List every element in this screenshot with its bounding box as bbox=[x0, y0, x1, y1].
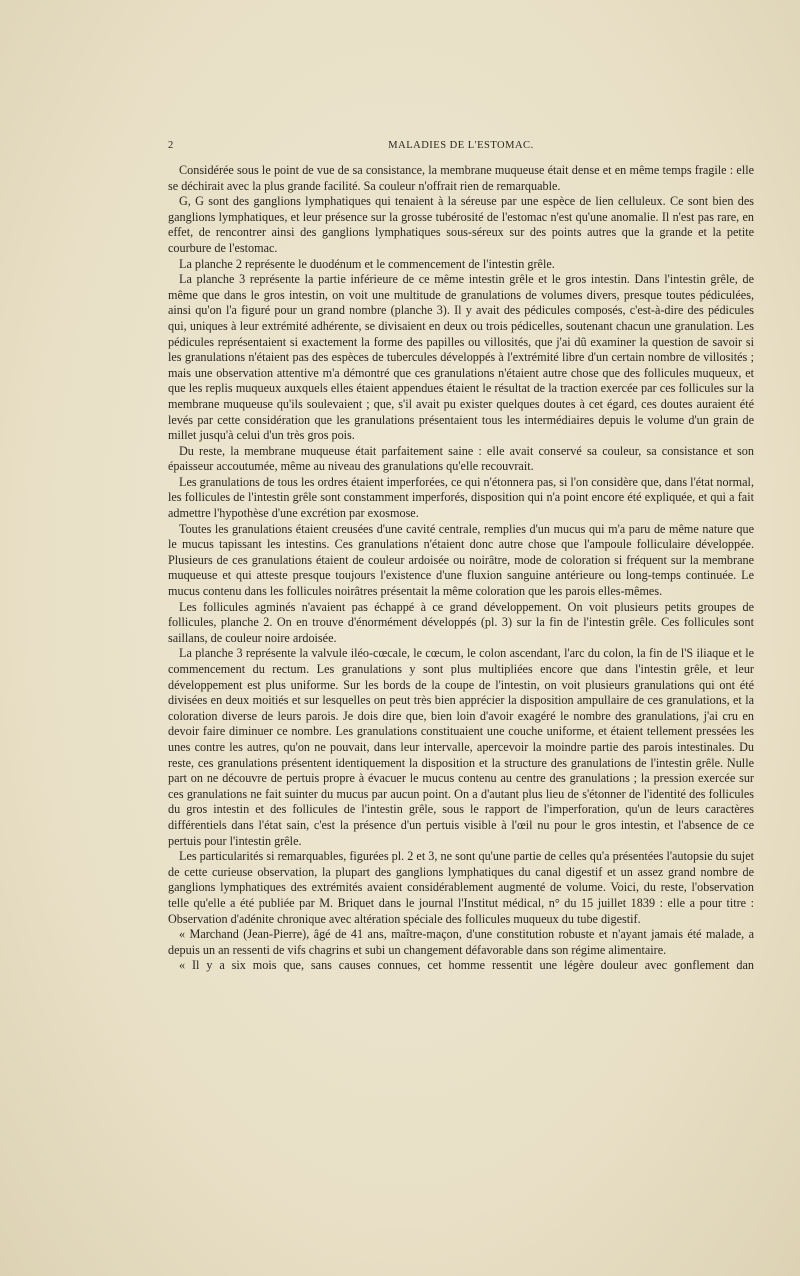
page-header bbox=[168, 140, 754, 158]
page-number: 2 bbox=[168, 140, 174, 151]
paragraph: Du reste, la membrane muqueuse était parfaitement saine : elle avait conservé sa couleur, sa consistance et son épaisseur accoutumée, même au niveau des granulations qu'elle recouvrait. bbox=[168, 443, 754, 474]
paragraph: Les particularités si remarquables, figurées pl. 2 et 3, ne sont qu'une partie de celles qu'a présentées l'autopsie du sujet de cette curieuse observation, la plupart des ganglions lymphatiques du canal digestif et un assez grand nombre de ganglions lymphatiques des extrémités avaient considérablement augmenté de volume. Voici, du reste, l'observation telle qu'elle a été publiée par M. Briquet dans le journal l'Institut médical, n° du 15 juillet 1839 : elle a pour titre : Observation d'adénite chronique avec altération spéciale des follicules muqueux du tube digestif. bbox=[168, 849, 754, 926]
paragraph: Les granulations de tous les ordres étaient imperforées, ce qui n'étonnera pas, si l'on considère que, dans l'état normal, les follicules de l'intestin grêle sont constamment imperforés, disposition qui n'a point encore été expliquée, et qui a fait admettre l'hypothèse d'une excrétion par exosmose. bbox=[168, 474, 754, 521]
paragraph: Toutes les granulations étaient creusées d'une cavité centrale, remplies d'un mucus qui m'a paru de même nature que le mucus tapissant les intestins. Ces granulations n'étaient donc autre chose que l'ampoule folliculaire développée. Plusieurs de ces granulations étaient de couleur ardoisée ou noirâtre, mode de coloration si fréquent sur la membrane muqueuse et qui atteste presque toujours l'existence d'une fluxion sanguine antérieure ou long-temps continuée. Le mucus contenu dans les follicules noirâtres présentait la même coloration que les parois elles-mêmes. bbox=[168, 521, 754, 599]
paragraph: « Il y a six mois que, sans causes connues, cet homme ressentit une légère douleur avec gonflement dan bbox=[179, 958, 754, 973]
paragraph: G, G sont des ganglions lymphatiques qui tenaient à la séreuse par une espèce de lien celluleux. Ce sont bien des ganglions lymphatiques, et leur présence sur la grosse tubérosité de l'estomac n'est qu'une anomalie. Il n'est pas rare, en effet, de rencontrer ainsi des ganglions lymphatiques sous-séreux sur des points autres que la grande et la petite courbure de l'estomac. bbox=[168, 194, 754, 255]
running-title: MALADIES DE L'ESTOMAC. bbox=[388, 140, 534, 151]
paragraph: Les follicules agminés n'avaient pas échappé à ce grand développement. On voit plusieurs petits groupes de follicules, planche 2. On en trouve d'énormément développés (pl. 3) sur la fin de l'intestin grêle. Ces follicules sont saillans, de couleur noire ardoisée. bbox=[168, 599, 754, 645]
paragraph: La planche 2 représente le duodénum et le commencement de l'intestin grêle. bbox=[179, 256, 555, 271]
paragraph: Considérée sous le point de vue de sa consistance, la membrane muqueuse était dense et en même temps fragile : elle se déchirait avec la plus grande facilité. Sa couleur n'offrait rien de remarquable. bbox=[168, 163, 754, 193]
paragraph: La planche 3 représente la partie inférieure de ce même intestin grêle et le gros intestin. Dans l'intestin grêle, de même que dans le gros intestin, on voit une multitude de granulations de volumes divers, presque toutes pédiculées, ainsi qu'on l'a figuré pour un grand nombre (planche 3). Il y avait des pédicules composés, c'est-à-dire des pédicules qui, uniques à leur extrémité adhérente, se divisaient en deux ou trois pédicelles, soutenant chacun une granulation. Les pédicules représentaient si exactement la forme des papilles ou villosités, que j'ai dû examiner la question de savoir si les granulations n'étaient pas des espèces de tubercules développés à l'extrémité libre d'un certain nombre de villosités ; mais une observation attentive m'a démontré que ces granulations n'étaient autre chose que des follicules muqueux, et que les replis muqueux auxquels elles étaient appendues étaient le résultat de la traction exercée par ces follicules sur la membrane muqueuse qu'ils soulevaient ; que, s'il avait pu exister quelques doutes à cet égard, ces doutes auraient été levés par cette considération que les granulations présentaient tous les intermédiaires depuis le volume d'un grain de millet jusqu'à celui d'un très gros pois. bbox=[168, 272, 754, 443]
paragraph: « Marchand (Jean-Pierre), âgé de 41 ans, maître-maçon, d'une constitution robuste et n'ayant jamais été malade, a depuis un an ressenti de vifs chagrins et subi un changement défavorable dans son régime alimentaire. bbox=[168, 927, 754, 957]
paragraph: La planche 3 représente la valvule iléo-cœcale, le cœcum, le colon ascendant, l'arc du colon, la fin de l'S iliaque et le commencement du rectum. Les granulations y sont plus multipliées encore que dans l'intestin grêle, et leur développement est plus uniforme. Sur les bords de la coupe de l'intestin, on voit plusieurs granulations qui ont été divisées en deux moitiés et sur lesquelles on peut très bien apprécier la disposition ampullaire de ces granulations, et la coloration diverse de leurs parois. Je dois dire que, bien loin d'avoir exagéré le nombre des granulations, j'ai cru en devoir faire diminuer ce nombre. Les granulations constituaient une couche uniforme, et étaient tellement pressées les unes contre les autres, qu'on ne pouvait, dans leur intervalle, apercevoir la moindre partie des parois intestinales. Du reste, ces granulations présentent identiquement la disposition et la structure des granulations de l'intestin grêle. Nulle part on ne découvre de pertuis propre à évacuer le mucus contenu au centre des granulations ; la pression exercée sur ces granulations ne fait suinter du mucus par aucun point. On a d'autant plus lieu de s'étonner de l'identité des follicules du gros intestin et des follicules de l'intestin grêle, sous le rapport de l'imperforation, qu'un de leurs caractères différentiels dans l'état sain, c'est la présence d'un pertuis visible à l'œil nu pour le gros intestin, et l'absence de ce pertuis pour l'intestin grêle. bbox=[168, 646, 754, 848]
body-text bbox=[168, 163, 754, 974]
